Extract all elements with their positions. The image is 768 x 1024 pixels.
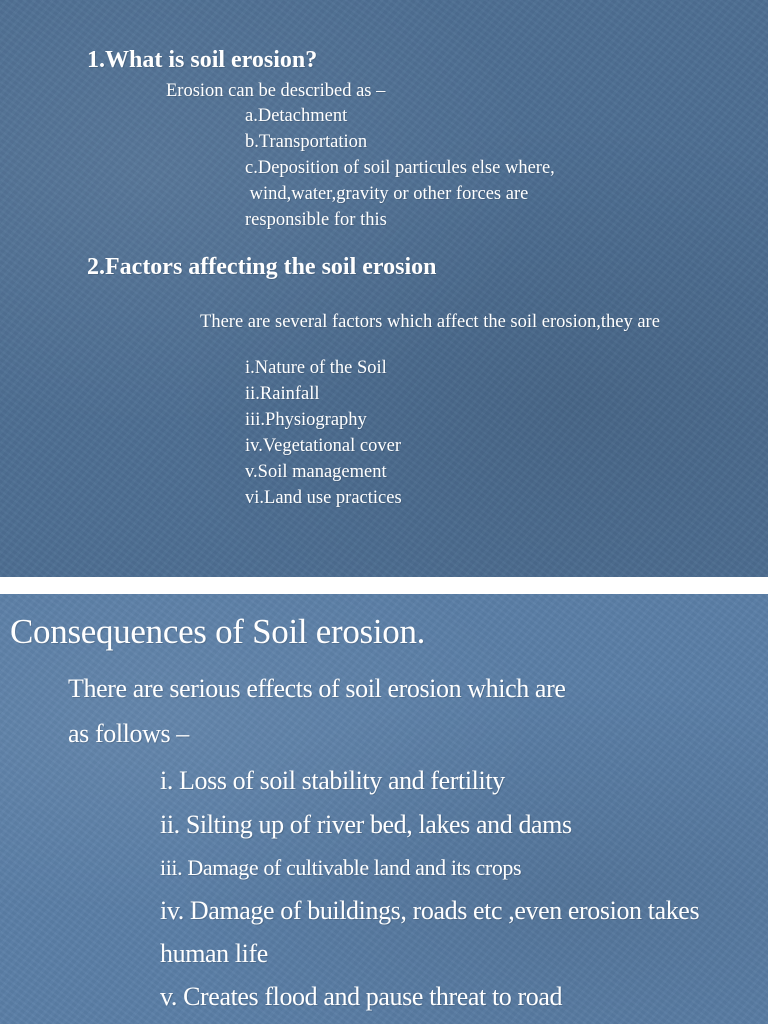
- list-item: i.Nature of the Soil: [245, 358, 387, 378]
- list-item: ii. Silting up of river bed, lakes and dams: [160, 810, 572, 839]
- consequences-list: [160, 759, 730, 1019]
- list-item: ii.Rainfall: [245, 384, 320, 404]
- list-item: iv. Damage of buildings, roads etc ,even erosion takes human life: [160, 896, 700, 968]
- consequences-intro-line-1: There are serious effects of soil erosion which are: [68, 674, 566, 703]
- list-item: c.Deposition of soil particules else where,: [245, 158, 555, 178]
- list-item: b.Transportation: [245, 132, 368, 152]
- list-item: i. Loss of soil stability and fertility: [160, 766, 505, 795]
- erosion-stages-list: [245, 103, 555, 233]
- list-item: iii.Physiography: [245, 410, 367, 430]
- list-item: iv.Vegetational cover: [245, 436, 401, 456]
- heading-factors-affecting-erosion: 2.Factors affecting the soil erosion: [87, 254, 437, 280]
- heading-consequences: Consequences of Soil erosion.: [10, 612, 426, 651]
- consequences-intro-line-2: as follows –: [68, 719, 189, 748]
- erosion-description-intro: Erosion can be described as –: [166, 81, 386, 101]
- list-item: v. Creates flood and pause threat to road: [160, 982, 563, 1011]
- list-item: vi.Land use practices: [245, 488, 402, 508]
- list-item: v.Soil management: [245, 462, 387, 482]
- factors-intro: There are several factors which affect the soil erosion,they are: [200, 312, 660, 332]
- list-item: wind,water,gravity or other forces are: [245, 184, 529, 204]
- list-item: responsible for this: [245, 210, 387, 230]
- list-item: a.Detachment: [245, 106, 348, 126]
- factors-list: [245, 355, 402, 511]
- heading-what-is-soil-erosion: 1.What is soil erosion?: [87, 47, 318, 73]
- list-item: iii. Damage of cultivable land and its crops: [160, 855, 522, 880]
